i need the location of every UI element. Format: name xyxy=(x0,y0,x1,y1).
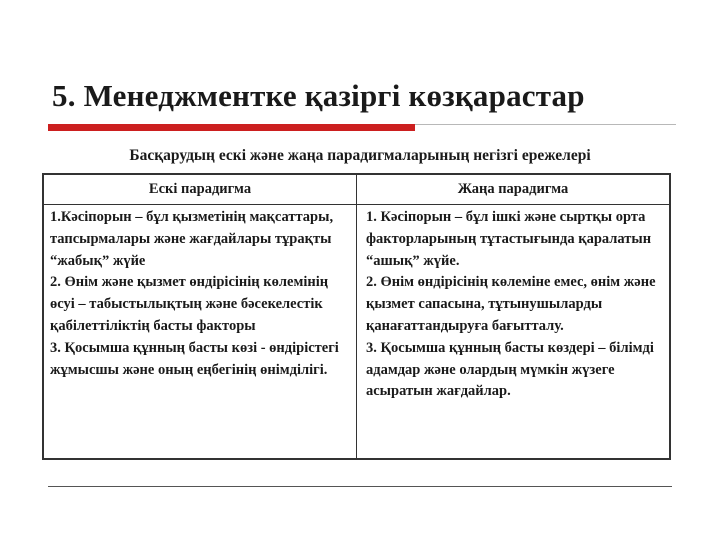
new-paradigm-cell xyxy=(366,207,666,403)
comparison-table xyxy=(42,173,671,460)
header-new-paradigm: Жаңа парадигма xyxy=(457,181,569,197)
new-paradigm-item-3: 3. Қосымша құнның басты көздері – білімді адамдар және олардың мүмкін жүзеге асыратын жағдайлар. xyxy=(366,339,654,400)
header-old-paradigm: Ескі парадигма xyxy=(148,181,252,197)
header-divider xyxy=(44,204,669,205)
old-paradigm-item-1: 1.Кәсіпорын – бұл қызметінің мақсаттары, тапсырмалары және жағдайлары тұрақты “жабық” жүйе xyxy=(50,209,334,269)
old-paradigm-cell xyxy=(50,207,354,381)
column-divider xyxy=(356,175,357,458)
old-paradigm-item-3: 3. Қосымша құнның басты көзі - өндірістегі жұмысшы және оның еңбегінің өнімділігі. xyxy=(50,339,339,378)
footer-rule xyxy=(48,486,672,487)
new-paradigm-item-1: 1. Кәсіпорын – бұл ішкі және сыртқы орта факторларының тұтастығында қаралатын “ашық” жүйе. xyxy=(366,209,652,269)
title-underline-red xyxy=(48,124,415,131)
slide-title: 5. Менеджментке қазіргі көзқарастар xyxy=(52,78,585,113)
table-caption: Басқарудың ескі және жаңа парадигмаларының негізгі ережелері xyxy=(129,147,591,164)
old-paradigm-item-2: 2. Өнім және қызмет өндірісінің көлемінің өсуі – табыстылықтың және бәсекелестік қабілеттіліктің басты факторы xyxy=(50,274,329,334)
new-paradigm-item-2: 2. Өнім өндірісінің көлеміне емес, өнім және қызмет сапасына, тұтынушыларды қанағаттандыруға бағытталу. xyxy=(366,274,656,334)
